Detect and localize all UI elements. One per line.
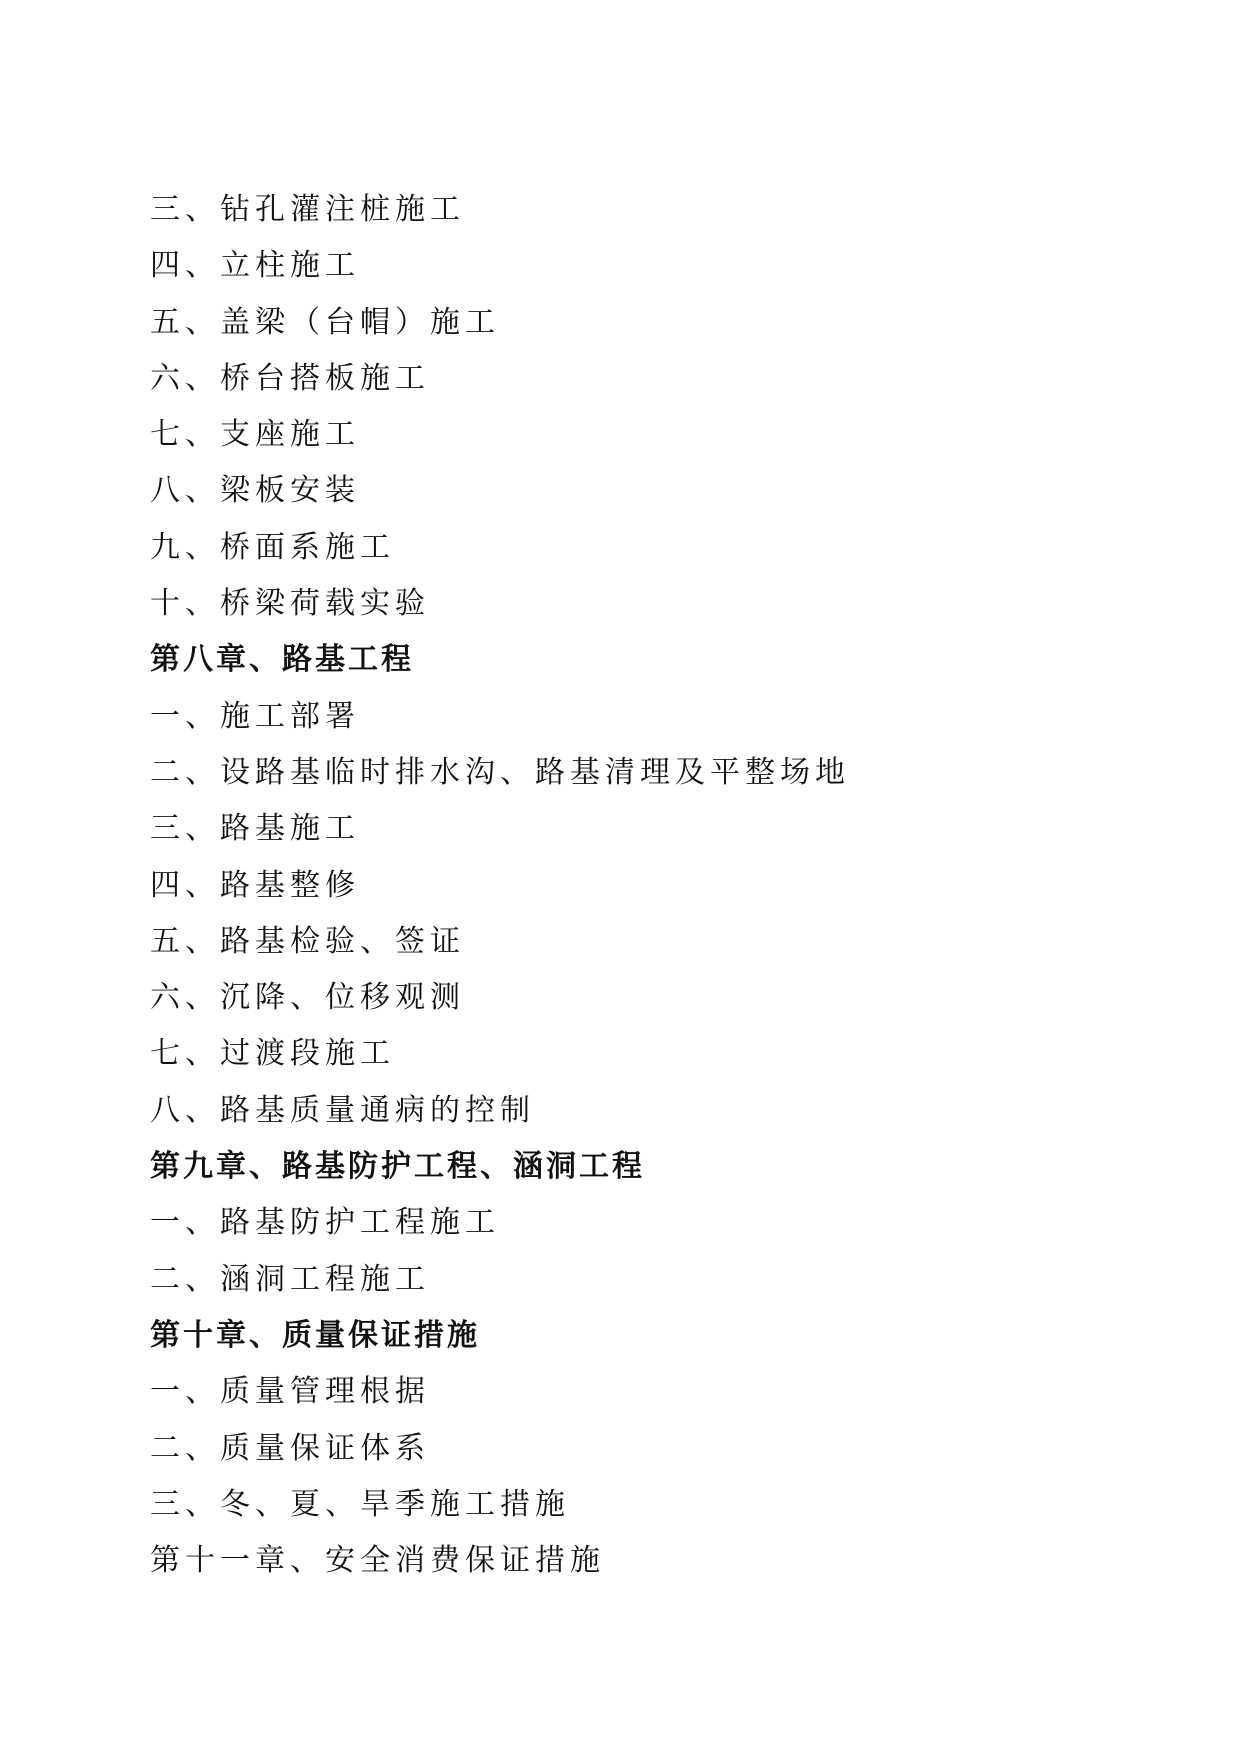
chapter-heading: 第十章、质量保证措施 [150, 1317, 480, 1353]
chapter-heading: 第八章、路基工程 [150, 642, 414, 678]
toc-line: 八、梁板安装 [150, 473, 360, 509]
toc-line: 四、立柱施工 [150, 248, 360, 284]
toc-line: 二、质量保证体系 [150, 1430, 430, 1466]
chapter-line: 第十一章、安全消费保证措施 [150, 1543, 605, 1579]
toc-line: 一、施工部署 [150, 698, 360, 734]
table-of-contents [150, 182, 1150, 1589]
toc-line: 八、路基质量通病的控制 [150, 1092, 535, 1128]
toc-line: 五、路基检验、签证 [150, 923, 465, 959]
chapter-heading: 第九章、路基防护工程、涵洞工程 [150, 1149, 645, 1185]
toc-line: 一、质量管理根据 [150, 1374, 430, 1410]
toc-line: 六、桥台搭板施工 [150, 360, 430, 396]
toc-line: 五、盖梁（台帽）施工 [150, 304, 500, 340]
toc-line: 九、桥面系施工 [150, 529, 395, 565]
toc-line: 一、路基防护工程施工 [150, 1205, 500, 1241]
toc-line: 七、支座施工 [150, 417, 360, 453]
toc-line: 六、沉降、位移观测 [150, 980, 465, 1016]
toc-line: 七、过渡段施工 [150, 1036, 395, 1072]
toc-line: 三、冬、夏、旱季施工措施 [150, 1486, 570, 1522]
toc-line: 三、钻孔灌注桩施工 [150, 192, 465, 227]
toc-line: 三、路基施工 [150, 811, 360, 847]
toc-line: 四、路基整修 [150, 867, 360, 903]
toc-line: 二、设路基临时排水沟、路基清理及平整场地 [150, 754, 850, 790]
toc-line: 二、涵洞工程施工 [150, 1261, 430, 1297]
toc-line: 十、桥梁荷载实验 [150, 586, 430, 622]
